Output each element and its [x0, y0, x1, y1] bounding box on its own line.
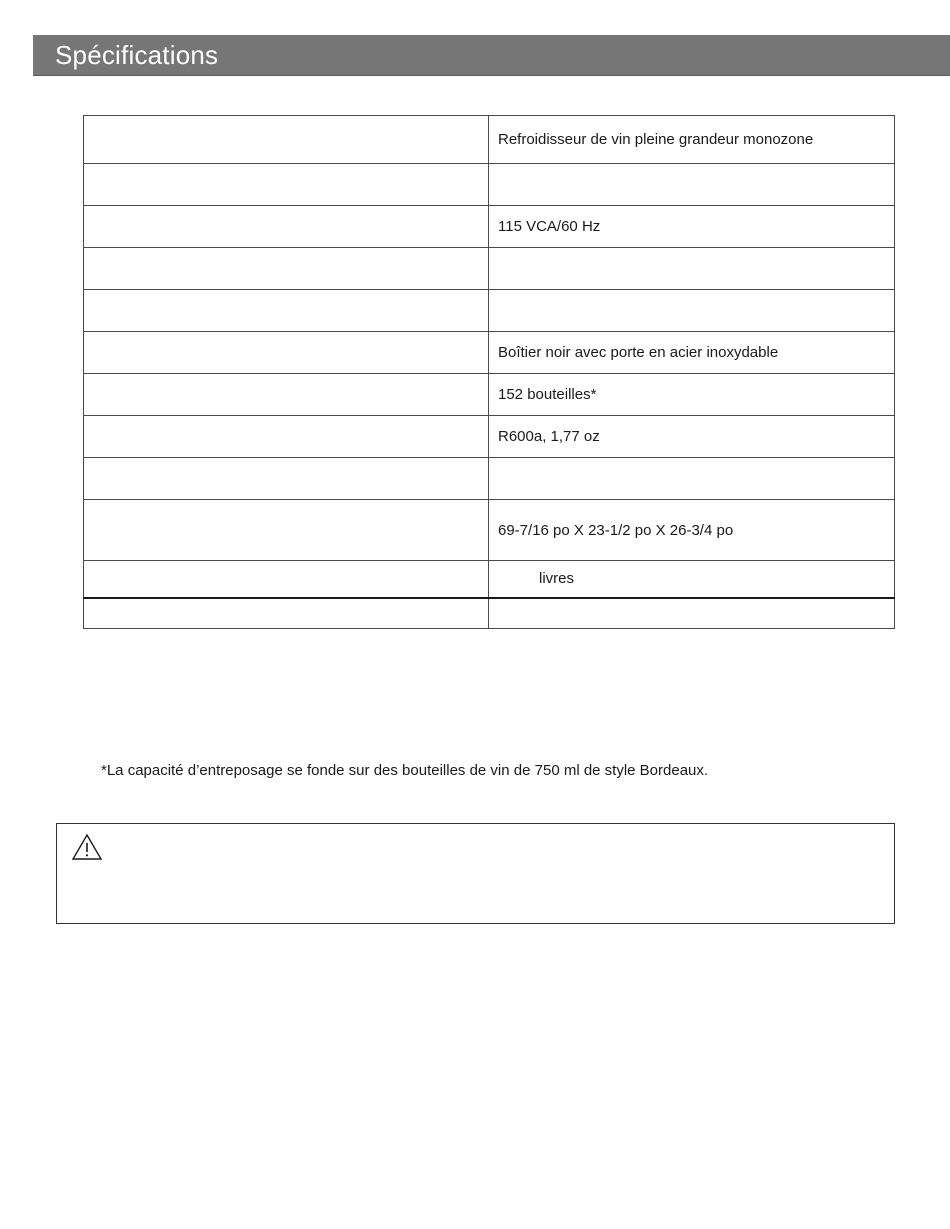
warning-box: [56, 823, 895, 924]
specifications-table: [83, 115, 895, 629]
spec-label: [84, 500, 489, 561]
table-row: [84, 164, 895, 206]
spec-value: [489, 248, 895, 290]
spec-value: Boîtier noir avec porte en acier inoxydable: [489, 332, 895, 374]
table-row: [84, 458, 895, 500]
table-row: [84, 206, 895, 248]
spec-value: Refroidisseur de vin pleine grandeur monozone: [489, 116, 895, 164]
table-row: [84, 416, 895, 458]
spec-label: [84, 206, 489, 248]
table-row: [84, 374, 895, 416]
spec-label: [84, 458, 489, 500]
spec-label: [84, 598, 489, 629]
spec-label: [84, 248, 489, 290]
spec-value: [489, 598, 895, 629]
table-row: [84, 598, 895, 629]
spec-value: [489, 290, 895, 332]
spec-label: [84, 561, 489, 598]
table-row: [84, 248, 895, 290]
capacity-footnote: *La capacité d’entreposage se fonde sur des bouteilles de vin de 750 ml de style Bordeaux.: [101, 762, 709, 779]
table-row: [84, 116, 895, 164]
spec-value: [489, 164, 895, 206]
spec-value: 115 VCA/60 Hz: [489, 206, 895, 248]
spec-label: [84, 116, 489, 164]
spec-value: R600a, 1,77 oz: [489, 416, 895, 458]
spec-value: [489, 458, 895, 500]
spec-label: [84, 290, 489, 332]
table-row: [84, 561, 895, 598]
warning-triangle-icon: [71, 833, 103, 861]
spec-label: [84, 374, 489, 416]
page-title: Spécifications: [55, 40, 219, 70]
table-row: [84, 332, 895, 374]
spec-label: [84, 164, 489, 206]
spec-value: livres: [489, 561, 895, 598]
section-header: [33, 35, 950, 76]
spec-value: 152 bouteilles*: [489, 374, 895, 416]
spec-label: [84, 332, 489, 374]
spec-label: [84, 416, 489, 458]
table-row: [84, 500, 895, 561]
table-row: [84, 290, 895, 332]
spec-value: 69-7/16 po X 23-1/2 po X 26-3/4 po: [489, 500, 895, 561]
